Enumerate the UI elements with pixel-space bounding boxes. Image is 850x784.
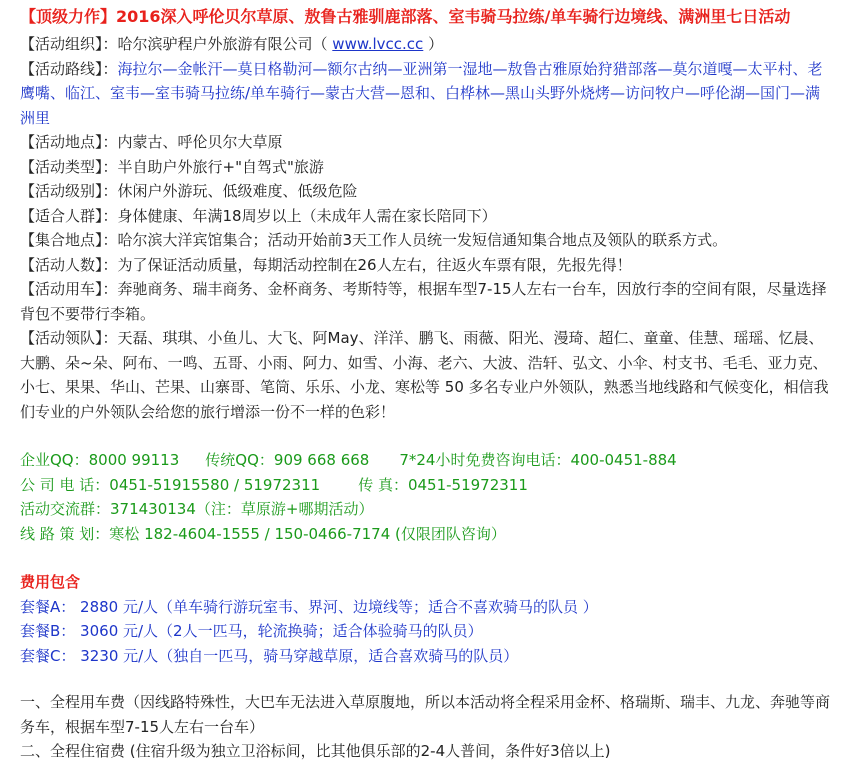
contact-phone-row — [20, 473, 835, 498]
info-organizer — [20, 32, 835, 57]
info-label: 【活动用车】： — [20, 280, 118, 298]
info-audience — [20, 204, 835, 229]
enterprise-qq: 企业QQ：8000 99113 — [20, 451, 180, 469]
route-value: 海拉尔—金帐汗—莫日格勒河—额尔古纳—亚洲第一湿地—敖鲁古雅原始狩猎部落—莫尔道嘎—太平村、老鹰嘴、临江、室韦—室韦骑马拉练/单车骑行—蒙古大营—恩和、白桦林—黑山头野外烧烤—访问牧户—呼伦湖—国门—满洲里 — [20, 59, 823, 127]
info-value: 奔驰商务、瑞丰商务、金杯商务、考斯特等，根据车型7-15人左右一台车，因放行李的空间有限，尽量选择背包不要带行李箱。 — [20, 280, 827, 323]
info-location — [20, 130, 835, 155]
section-gap — [20, 546, 835, 570]
info-label: 【活动级别】： — [20, 182, 118, 200]
traditional-qq: 传统QQ：909 668 668 — [205, 451, 370, 469]
info-label: 【活动类型】： — [20, 157, 118, 176]
contact-planner: 线 路 策 划：寒松 182-4604-1555 / 150-0466-7174 (仅限团队咨询） — [20, 524, 506, 543]
website-link[interactable]: www.lvcc.cc — [332, 35, 424, 53]
info-label: 【活动地点】： — [20, 133, 118, 151]
info-headcount — [20, 253, 835, 278]
info-guides — [20, 326, 835, 424]
info-label: 【适合人群】： — [20, 206, 118, 225]
info-value: 哈尔滨大洋宾馆集合；活动开始前3天工作人员统一发短信通知集合地点及领队的联系方式。 — [117, 231, 728, 249]
info-label: 【活动路线】： — [20, 59, 118, 78]
info-value: 为了保证活动质量，每期活动控制在26人左右，往返火车票有限，先报先得！ — [117, 255, 632, 274]
package-a: 套餐A： 2880 元/人（单车骑行游玩室韦、界河、边境线等；适合不喜欢骑马的队员 ） — [20, 597, 598, 616]
info-level — [20, 179, 835, 204]
info-vehicles — [20, 277, 835, 326]
info-meeting-point — [20, 228, 835, 253]
company-phone: 公 司 电 话：0451-51915580 / 51972311 — [20, 475, 321, 494]
section-gap — [20, 424, 835, 448]
package-b: 套餐B： 3060 元/人（2人一匹马，轮流换骑；适合体验骑马的队员） — [20, 622, 483, 640]
info-value: 休闲户外游玩、低级难度、低级危险 — [117, 182, 358, 200]
hotline: 7*24小时免费咨询电话：400-0451-884 — [399, 451, 677, 469]
fax: 传 真：0451-51972311 — [358, 475, 528, 494]
document-page — [20, 0, 835, 764]
fee-item-lodging: 二、全程住宿费 (住宿升级为独立卫浴标间，比其他俱乐部的2-4人普间，条件好3倍以上) — [20, 742, 611, 760]
info-label: 【集合地点】： — [20, 231, 118, 249]
info-label: 【活动组织】： — [20, 35, 118, 53]
fees-heading: 费用包含 — [20, 573, 81, 591]
package-c: 套餐C： 3230 元/人（独自一匹马，骑马穿越草原，适合喜欢骑马的队员） — [20, 646, 519, 665]
info-value-end: ） — [423, 35, 444, 53]
info-value: 内蒙古、呼伦贝尔大草原 — [117, 133, 283, 151]
contact-qq-row — [20, 448, 835, 473]
info-value: 半自助户外旅行+"自驾式"旅游 — [117, 157, 324, 176]
page-title: 【顶级力作】2016深入呼伦贝尔草原、敖鲁古雅驯鹿部落、室韦骑马拉练/单车骑行边境线、满洲里七日活动 — [20, 7, 791, 26]
fee-item-vehicle: 一、全程用车费（因线路特殊性，大巴车无法进入草原腹地，所以本活动将全程采用金杯、格瑞斯、瑞丰、九龙、奔驰等商务车，根据车型7-15人左右一台车） — [20, 693, 831, 736]
info-label: 【活动领队】： — [20, 329, 118, 347]
info-value: 天磊、琪琪、小鱼儿、大飞、阿May、洋洋、鹏飞、雨薇、阳光、漫琦、超仁、童童、佳慧、瑶瑶、忆晨、大鹏、朵~朵、阿布、一鸣、五哥、小雨、阿力、如雪、小海、老六、大波、浩轩、弘文、小伞、村支书、毛毛、亚力克、小七、果果、华山、芒果、山寨哥、笔筒、乐乐、小龙、寒松等 50 多名专业户外领队，熟悉当地线路和气候变化，相信我们专业的户外领队会给您的旅行增添一份不一样的色彩！ — [20, 329, 829, 421]
section-gap — [20, 668, 835, 690]
info-type — [20, 155, 835, 180]
info-route — [20, 57, 835, 131]
info-value: 身体健康、年满18周岁以上（未成年人需在家长陪同下） — [117, 206, 497, 225]
info-value: 哈尔滨驴程户外旅游有限公司（ — [117, 35, 333, 53]
contact-group: 活动交流群：371430134（注：草原游+哪期活动） — [20, 500, 374, 518]
info-label: 【活动人数】： — [20, 255, 118, 274]
